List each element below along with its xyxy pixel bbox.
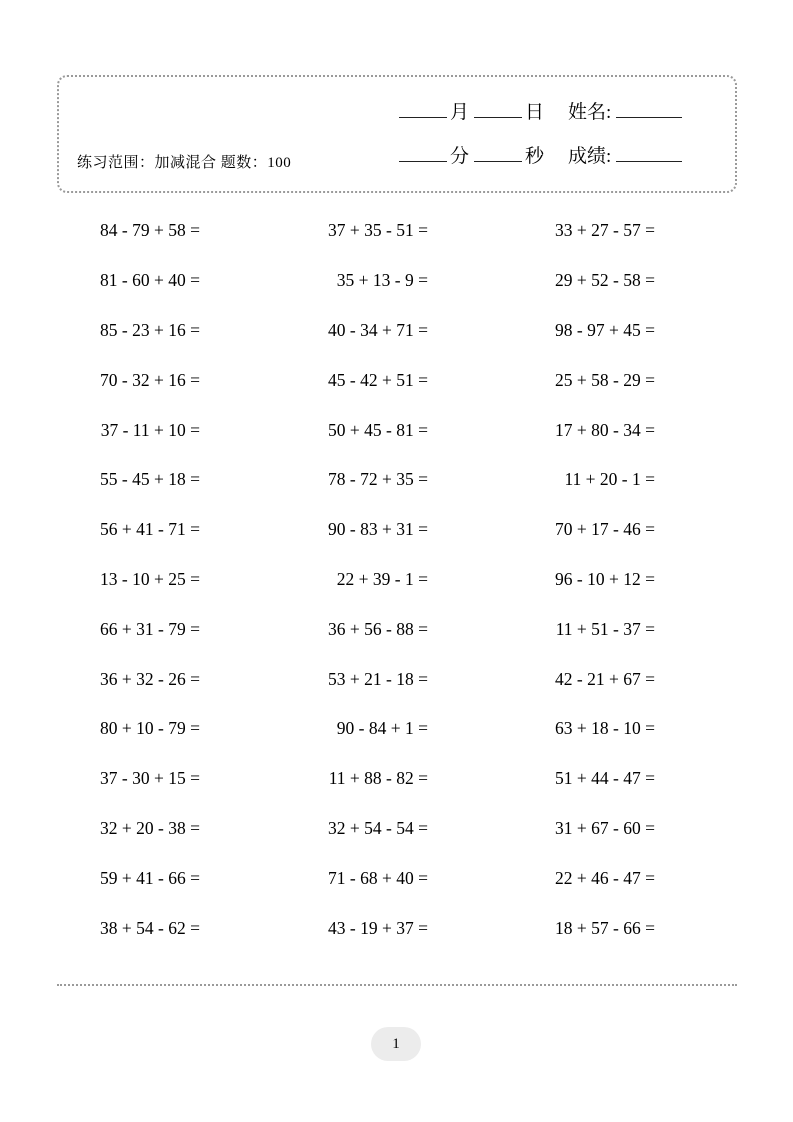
problem: 96 - 10 + 12 = [555,568,655,589]
problem: 42 - 21 + 67 = [555,668,655,689]
page-number: 1 [371,1027,421,1061]
problem: 11 + 51 - 37 = [555,618,655,639]
problem: 90 - 84 + 1 = [336,718,428,739]
problem: 84 - 79 + 58 = [100,220,200,241]
name-blank [616,103,682,118]
month-blank [399,103,447,118]
problem: 90 - 83 + 31 = [328,519,428,540]
problem: 32 + 54 - 54 = [328,817,428,838]
minute-label: 分 [450,146,470,167]
footer-divider [57,984,737,986]
problems-grid [0,206,700,953]
header-box [57,75,737,193]
problem: 80 + 10 - 79 = [100,718,200,739]
minute-blank [399,147,447,162]
day-label: 日 [525,102,545,123]
problem: 31 + 67 - 60 = [555,817,655,838]
problem: 35 + 13 - 9 = [336,270,428,291]
problem: 43 - 19 + 37 = [328,917,428,938]
problem: 37 + 35 - 51 = [328,220,428,241]
problem: 50 + 45 - 81 = [328,419,428,440]
problem: 78 - 72 + 35 = [328,469,428,490]
problem: 33 + 27 - 57 = [555,220,655,241]
score-blank [616,147,682,162]
problem: 22 + 46 - 47 = [555,867,655,888]
problem: 37 - 11 + 10 = [100,419,200,440]
second-blank [474,147,522,162]
name-label: 姓名: [568,102,612,123]
problem: 56 + 41 - 71 = [100,519,200,540]
problem: 45 - 42 + 51 = [328,369,428,390]
problem: 59 + 41 - 66 = [100,867,200,888]
score-label: 成绩: [568,146,612,167]
problem: 70 - 32 + 16 = [100,369,200,390]
problem: 85 - 23 + 16 = [100,319,200,340]
day-blank [474,103,522,118]
month-label: 月 [450,102,470,123]
problem: 37 - 30 + 15 = [100,768,200,789]
problem: 17 + 80 - 34 = [555,419,655,440]
problem: 98 - 97 + 45 = [555,319,655,340]
problem: 13 - 10 + 25 = [100,568,200,589]
problem: 70 + 17 - 46 = [555,519,655,540]
problem: 38 + 54 - 62 = [100,917,200,938]
problem: 22 + 39 - 1 = [336,568,428,589]
problem: 63 + 18 - 10 = [555,718,655,739]
problem: 25 + 58 - 29 = [555,369,655,390]
problem: 53 + 21 - 18 = [328,668,428,689]
problem: 71 - 68 + 40 = [328,867,428,888]
problem: 51 + 44 - 47 = [555,768,655,789]
problem: 32 + 20 - 38 = [100,817,200,838]
problem: 18 + 57 - 66 = [555,917,655,938]
second-label: 秒 [525,146,545,167]
problem: 66 + 31 - 79 = [100,618,200,639]
problem: 81 - 60 + 40 = [100,270,200,291]
problem: 11 + 20 - 1 = [564,469,655,490]
problem: 11 + 88 - 82 = [328,768,428,789]
problem: 29 + 52 - 58 = [555,270,655,291]
problem: 36 + 32 - 26 = [100,668,200,689]
date-name-line [399,97,682,124]
time-score-line [399,141,682,168]
problem: 40 - 34 + 71 = [328,319,428,340]
practice-info: 练习范围：加减混合 题数：100 [77,155,292,171]
problem: 55 - 45 + 18 = [100,469,200,490]
problem: 36 + 56 - 88 = [328,618,428,639]
